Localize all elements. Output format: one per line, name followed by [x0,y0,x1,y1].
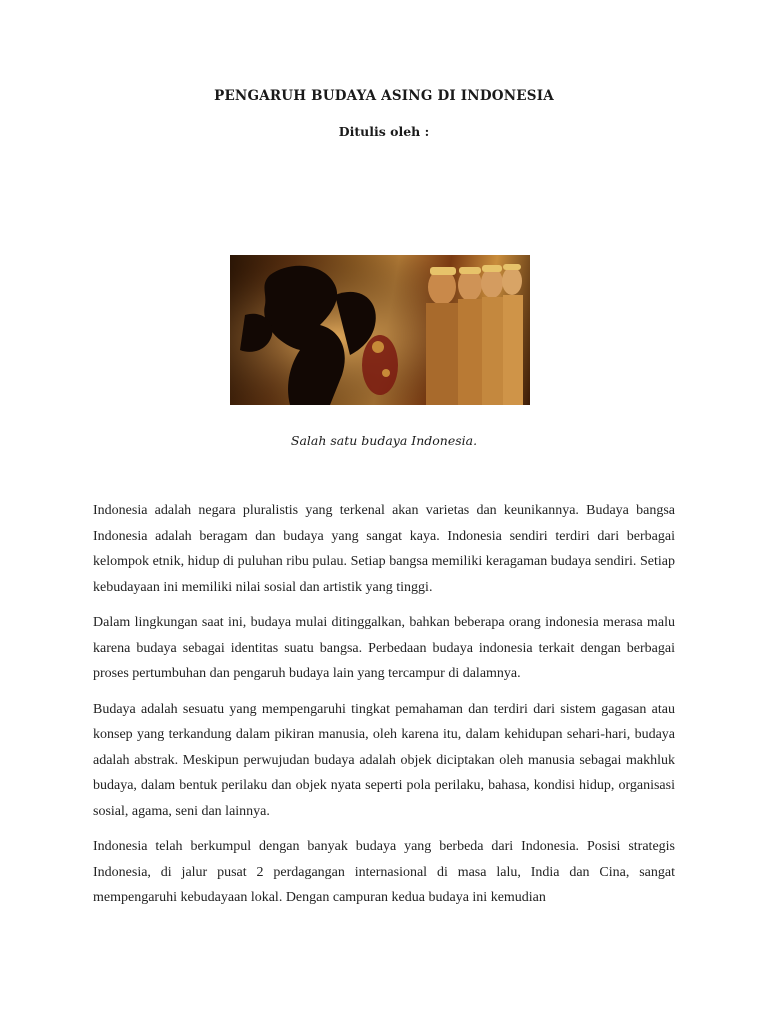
photo-illustration [230,255,530,405]
document-title: PENGARUH BUDAYA ASING DI INDONESIA [214,88,554,104]
paragraph-2: Dalam lingkungan saat ini, budaya mulai ditinggalkan, bahkan beberapa orang indonesia merasa malu karena budaya sebagai identitas suatu bangsa. Perbedaan budaya indonesia terkait dengan berbagai proses pertumbuhan dan pengaruh budaya lain yang tercampur di dalamnya. [93,615,675,681]
wayang-dancers-photo [230,255,530,405]
image-caption: Salah satu budaya Indonesia. [290,433,478,448]
body-text [93,498,675,921]
author-byline: Ditulis oleh : [338,124,430,139]
paragraph-3: Budaya adalah sesuatu yang mempengaruhi tingkat pemahaman dan terdiri dari sistem gagasan atau konsep yang terkandung dalam pikiran manusia, oleh karena itu, dalam kehidupan sehari-hari, budaya adalah abstrak. Meskipun perwujudan budaya adalah objek diciptakan oleh manusia sebagai makhluk budaya, dalam bentuk perilaku dan objek nyata seperti pola perilaku, bahasa, kondisi hidup, organisasi sosial, agama, seni dan lainnya. [93,701,675,819]
paragraph-1: Indonesia adalah negara pluralistis yang terkenal akan varietas dan keunikannya. Budaya bangsa Indonesia adalah beragam dan budaya yang sangat kaya. Indonesia sendiri terdiri dari berbagai kelompok etnik, hidup di puluhan ribu pulau. Setiap bangsa memiliki keragaman budaya sendiri. Setiap kebudayaan ini memiliki nilai sosial dan artistik yang tinggi. [93,503,675,595]
paragraph-4: Indonesia telah berkumpul dengan banyak budaya yang berbeda dari Indonesia. Posisi strategis Indonesia, di jalur pusat 2 perdagangan internasional di masa lalu, India dan Cina, sangat mempengaruhi kebudayaan lokal. Dengan campuran kedua budaya ini kemudian [93,839,675,905]
